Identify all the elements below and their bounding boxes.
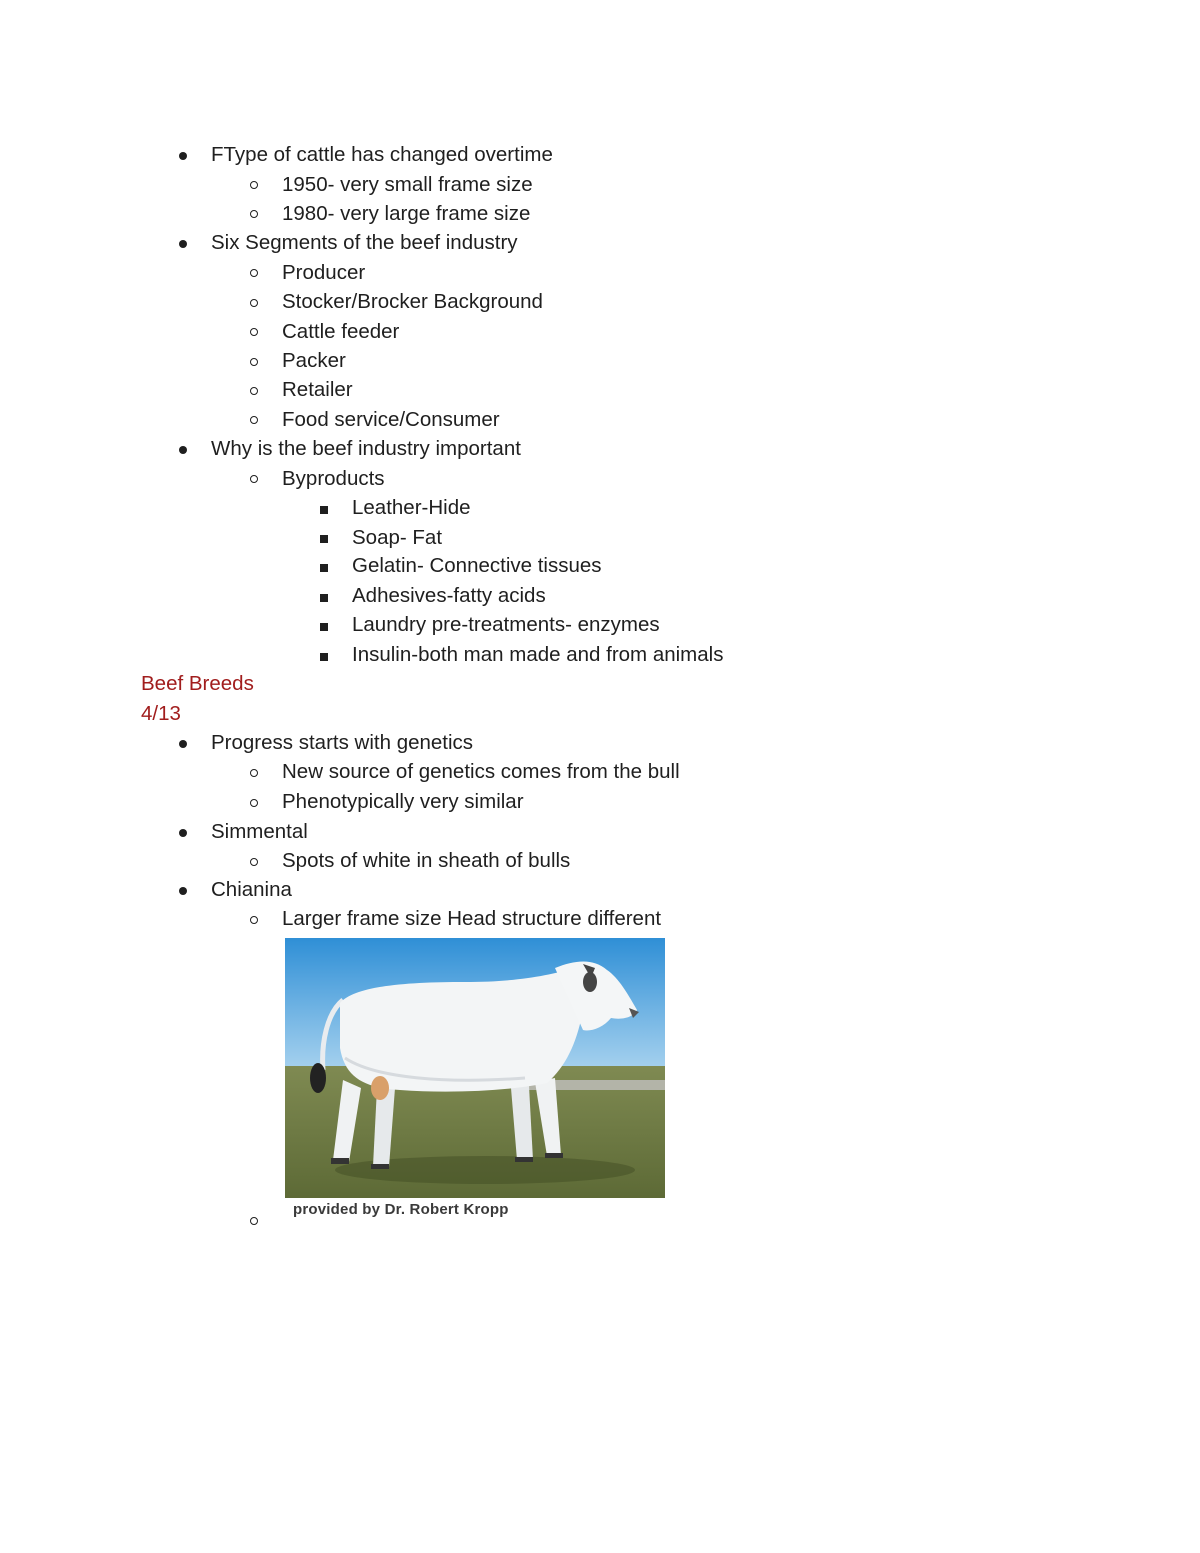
- sub-list-item: New source of genetics comes from the bull: [282, 760, 680, 783]
- sub-list-item: Cattle feeder: [282, 320, 400, 343]
- sub-list-item: Byproducts: [282, 467, 385, 490]
- bullet-disc-icon: [179, 446, 187, 454]
- sub-sub-list-item: Adhesives-fatty acids: [352, 584, 546, 607]
- bullet-circle-icon: [250, 299, 258, 307]
- bullet-circle-icon: [250, 475, 258, 483]
- bullet-circle-icon: [250, 387, 258, 395]
- bullet-disc-icon: [179, 740, 187, 748]
- list-item: Progress starts with genetics: [211, 731, 474, 754]
- sub-list-item: 1980- very large frame size: [282, 202, 531, 225]
- bullet-disc-icon: [179, 240, 187, 248]
- sub-list-item: Larger frame size Head structure different: [282, 907, 662, 930]
- bullet-circle-icon: [250, 358, 258, 366]
- bullet-disc-icon: [179, 887, 187, 895]
- bullet-circle-icon: [250, 416, 258, 424]
- sub-sub-list-item: Gelatin- Connective tissues: [352, 554, 602, 577]
- bullet-circle-icon: [250, 799, 258, 807]
- list-item: Chianina: [211, 878, 292, 901]
- sub-list-item: Spots of white in sheath of bulls: [282, 849, 571, 872]
- sub-list-item: Producer: [282, 261, 366, 284]
- bullet-circle-icon: [250, 1217, 258, 1225]
- bullet-circle-icon: [250, 269, 258, 277]
- bullet-square-icon: [320, 653, 328, 661]
- section-date: 4/13: [141, 702, 181, 725]
- sub-sub-list-item: Leather-Hide: [352, 496, 471, 519]
- list-item: Why is the beef industry important: [211, 437, 521, 460]
- sub-list-item: Food service/Consumer: [282, 408, 500, 431]
- sub-list-item: Retailer: [282, 378, 353, 401]
- bullet-circle-icon: [250, 181, 258, 189]
- sub-list-item: 1950- very small frame size: [282, 173, 533, 196]
- bullet-circle-icon: [250, 328, 258, 336]
- list-item: Simmental: [211, 820, 308, 843]
- bullet-square-icon: [320, 535, 328, 543]
- bullet-circle-icon: [250, 210, 258, 218]
- bullet-square-icon: [320, 594, 328, 602]
- section-title: Beef Breeds: [141, 672, 254, 695]
- photo-credit: provided by Dr. Robert Kropp: [293, 1201, 509, 1218]
- bullet-disc-icon: [179, 829, 187, 837]
- sub-list-item: Packer: [282, 349, 346, 372]
- bullet-square-icon: [320, 564, 328, 572]
- sub-sub-list-item: Insulin-both man made and from animals: [352, 643, 724, 666]
- sub-sub-list-item: Laundry pre-treatments- enzymes: [352, 613, 660, 636]
- sub-list-item: Phenotypically very similar: [282, 790, 524, 813]
- sub-list-item: Stocker/Brocker Background: [282, 290, 543, 313]
- bullet-circle-icon: [250, 769, 258, 777]
- bullet-disc-icon: [179, 152, 187, 160]
- chianina-bull-photo: [285, 938, 665, 1230]
- bullet-circle-icon: [250, 858, 258, 866]
- list-item: FType of cattle has changed overtime: [211, 143, 553, 166]
- bullet-square-icon: [320, 623, 328, 631]
- bullet-circle-icon: [250, 916, 258, 924]
- sub-sub-list-item: Soap- Fat: [352, 526, 443, 549]
- bullet-square-icon: [320, 506, 328, 514]
- list-item: Six Segments of the beef industry: [211, 231, 518, 254]
